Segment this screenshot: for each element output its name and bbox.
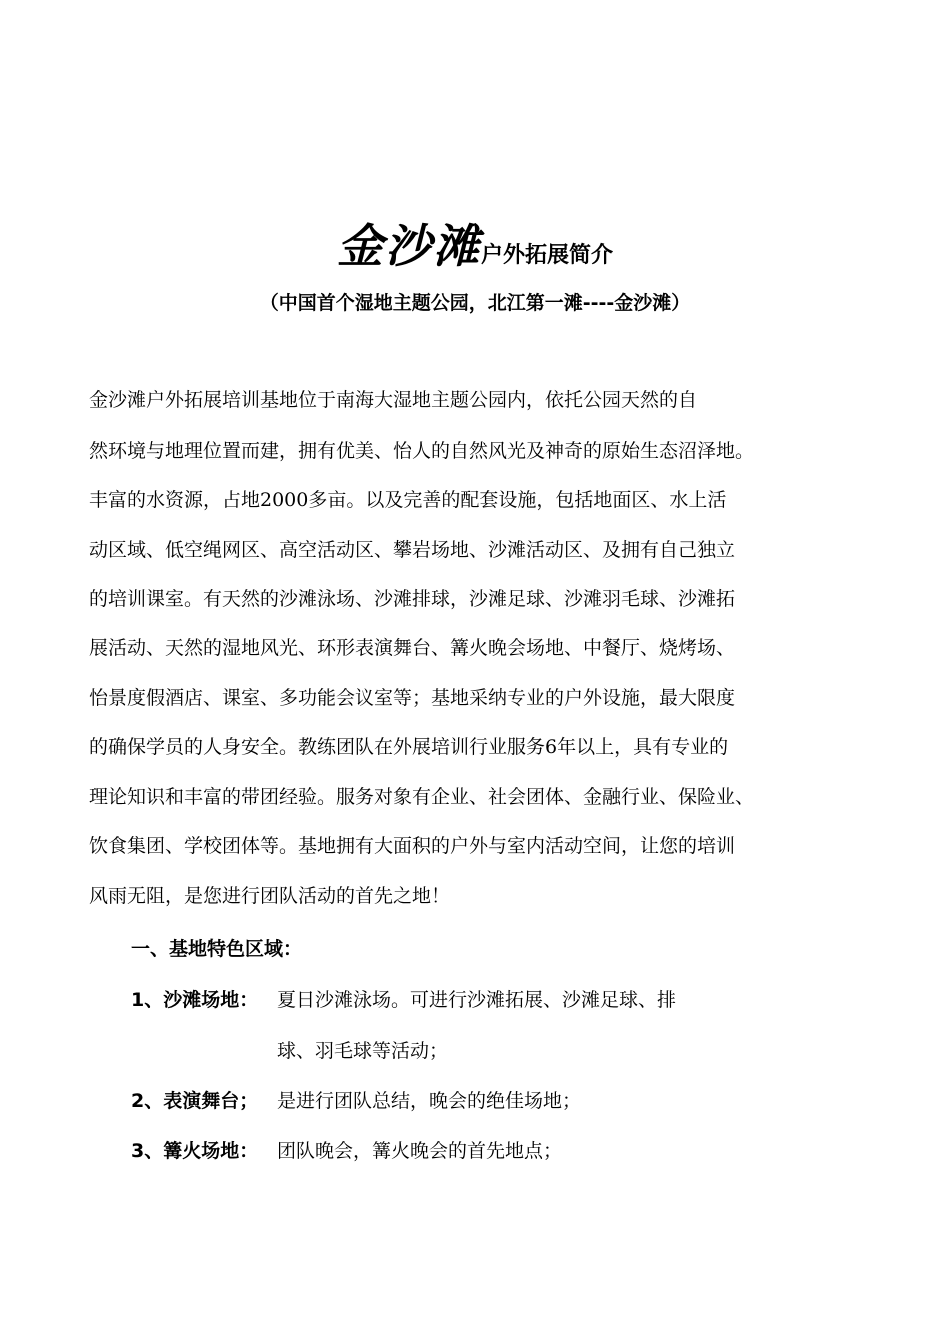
feature-item-beach: [131, 985, 676, 1012]
intro-line: 然环境与地理位置而建，拥有优美、怡人的自然风光及神奇的原始生态沼泽地。: [89, 440, 755, 462]
feature-item-stage: [131, 1086, 581, 1113]
intro-line: 丰富的水资源，占地2000多亩。以及完善的配套设施，包括地面区、水上活: [89, 489, 727, 511]
feature-text: 是进行团队总结，晚会的绝佳场地；: [277, 1090, 582, 1112]
intro-line: 饮食集团、学校团体等。基地拥有大面积的户外与室内活动空间，让您的培训: [89, 835, 736, 857]
intro-line: 的确保学员的人身安全。教练团队在外展培训行业服务6年以上，具有专业的: [89, 736, 729, 758]
intro-line: 理论知识和丰富的带团经验。服务对象有企业、社会团体、金融行业、保险业、: [89, 786, 755, 808]
intro-line: 金沙滩户外拓展培训基地位于南海大湿地主题公园内，依托公园天然的自: [89, 389, 698, 411]
feature-text-continuation: 球、羽毛球等活动；: [277, 1040, 449, 1062]
intro-line: 展活动、天然的湿地风光、环形表演舞台、篝火晚会场地、中餐厅、烧烤场、: [89, 637, 736, 659]
feature-label: 1、沙滩场地：: [131, 989, 259, 1011]
page-subtitle: （中国首个湿地主题公园，北江第一滩----金沙滩）: [259, 292, 691, 314]
feature-item-bonfire: [131, 1136, 562, 1163]
feature-label: 3、篝火场地：: [131, 1140, 259, 1162]
section-heading: 一、基地特色区域：: [131, 938, 303, 960]
intro-line: 动区域、低空绳网区、高空活动区、攀岩场地、沙滩活动区、及拥有自己独立: [89, 539, 736, 561]
intro-line: 怡景度假酒店、课室、多功能会议室等；基地采纳专业的户外设施，最大限度: [89, 687, 736, 709]
title-rest: 户外拓展简介: [480, 243, 613, 268]
feature-text: 夏日沙滩泳场。可进行沙滩拓展、沙滩足球、排: [277, 989, 677, 1011]
intro-line: 风雨无阻，是您进行团队活动的首先之地！: [89, 885, 451, 907]
page-title: [0, 210, 950, 276]
feature-text: 团队晚会，篝火晚会的首先地点；: [277, 1140, 563, 1162]
feature-label: 2、表演舞台；: [131, 1090, 259, 1112]
title-brand: 金沙滩: [336, 219, 481, 273]
intro-line: 的培训课室。有天然的沙滩泳场、沙滩排球，沙滩足球、沙滩羽毛球、沙滩拓: [89, 588, 736, 610]
